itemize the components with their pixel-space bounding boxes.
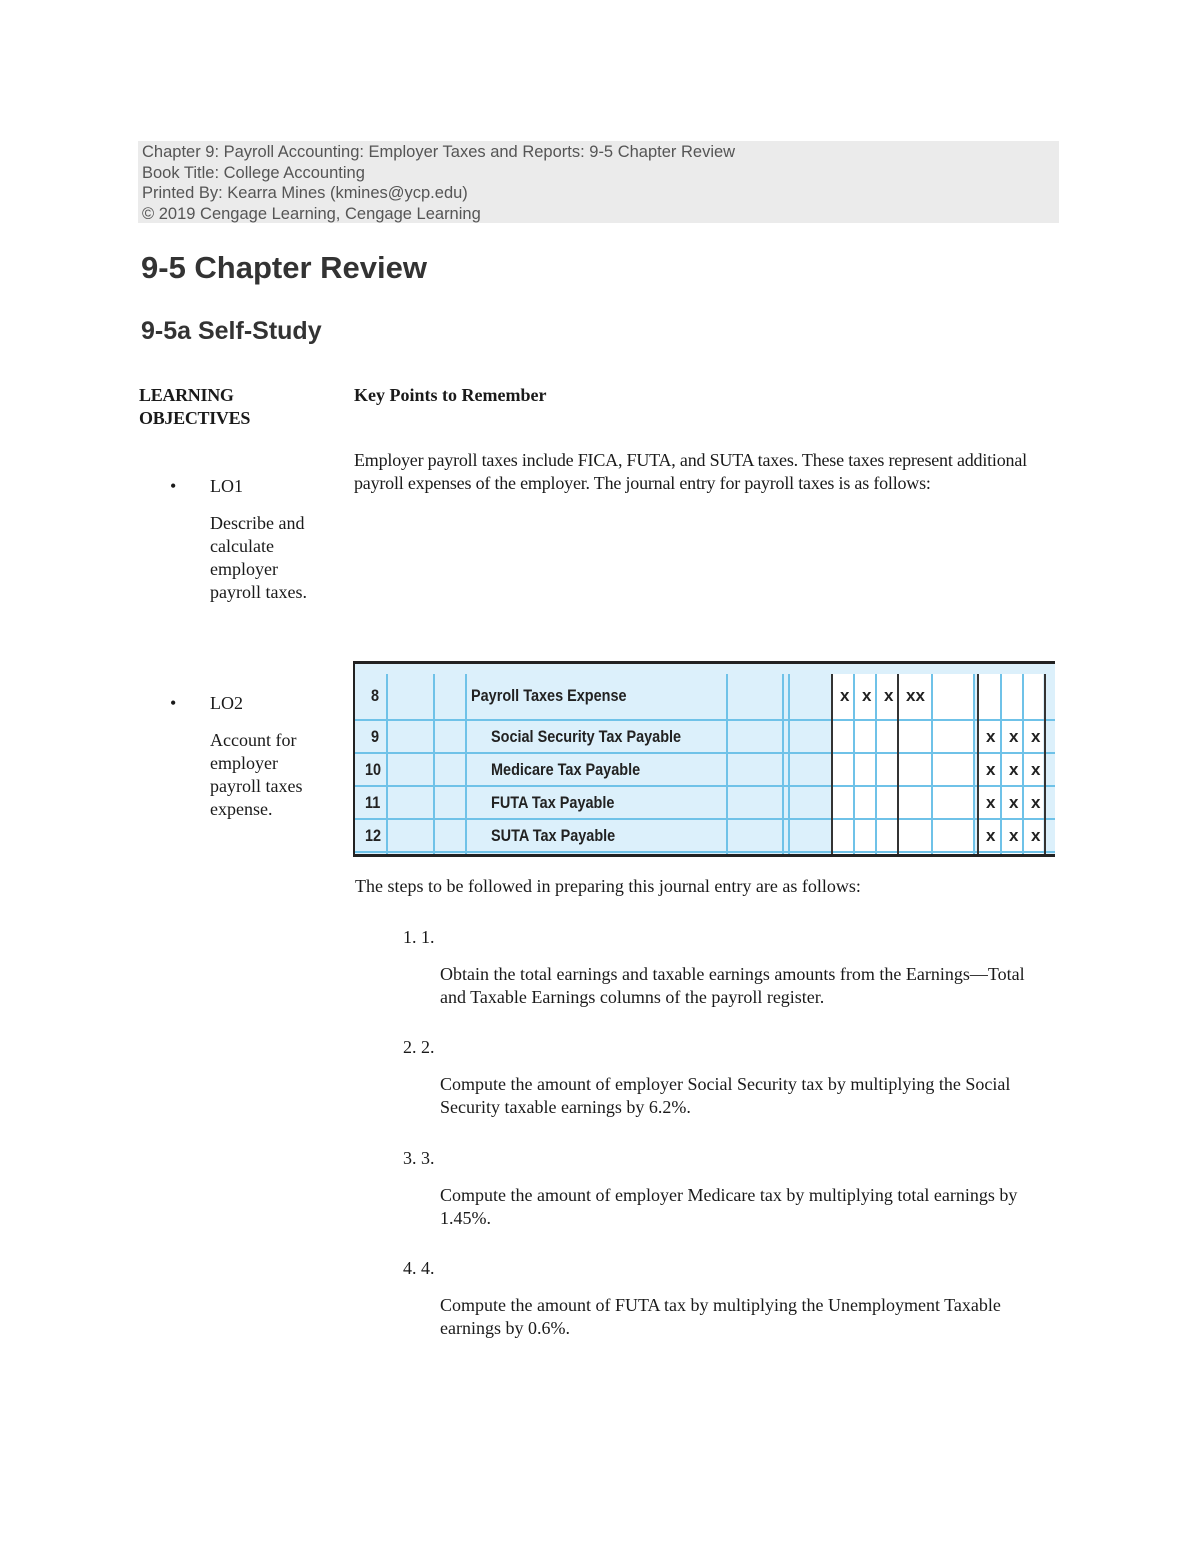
debit-cents: xx [906, 686, 925, 705]
table-row [355, 754, 1055, 787]
column-divider [1044, 674, 1046, 854]
objective-description: Account for employer payroll taxes expense. [210, 730, 303, 819]
step-text: Compute the amount of employer Social Security tax by multiplying the Social Security taxable earnings by 6.2%. [440, 1074, 1011, 1117]
page-title: 9-5 Chapter Review [141, 250, 427, 285]
account-name: SUTA Tax Payable [491, 826, 616, 845]
column-divider [465, 674, 467, 854]
step-text: Compute the amount of employer Medicare tax by multiplying total earnings by 1.45%. [440, 1185, 1018, 1228]
step-item [403, 1257, 1001, 1338]
table-row [355, 820, 1055, 853]
key-points-heading: Key Points to Remember [354, 385, 547, 405]
section-title: 9-5a Self-Study [141, 317, 322, 345]
table-row [355, 787, 1055, 820]
column-divider [1022, 674, 1024, 854]
credit-digit: x [1009, 727, 1019, 746]
step-item [403, 1147, 1018, 1228]
bullet: • [170, 476, 177, 496]
step-number: 3. 3. [403, 1148, 435, 1168]
column-divider [1000, 674, 1002, 854]
document-header [138, 141, 1059, 223]
credit-digit: x [1009, 826, 1019, 845]
column-divider [931, 674, 933, 854]
column-divider [977, 674, 979, 854]
column-divider [782, 674, 784, 854]
line-number: 8 [371, 686, 380, 705]
book-title: Book Title: College Accounting [142, 163, 365, 182]
column-divider [831, 674, 833, 854]
chapter-line: Chapter 9: Payroll Accounting: Employer Taxes and Reports: 9-5 Chapter Review [142, 143, 736, 161]
credit-digit: x [986, 760, 996, 779]
column-divider [788, 674, 790, 854]
bullet: • [170, 693, 177, 713]
key-points-text: Employer payroll taxes include FICA, FUTA, and SUTA taxes. These taxes represent additional payroll expenses of the employer. The journal entry for payroll taxes is as follows: [354, 450, 1027, 493]
column-divider [386, 674, 388, 854]
step-number: 1. 1. [403, 927, 435, 947]
credit-digit: x [986, 793, 996, 812]
line-number: 9 [371, 727, 380, 746]
account-name: FUTA Tax Payable [491, 793, 615, 812]
debit-digit: x [840, 686, 850, 705]
table-row [355, 721, 1055, 754]
debit-digit: x [862, 686, 872, 705]
account-name: Medicare Tax Payable [491, 760, 641, 779]
objective-code: LO2 [210, 693, 243, 713]
credit-digit: x [1031, 760, 1041, 779]
steps-intro: The steps to be followed in preparing this journal entry are as follows: [355, 876, 861, 896]
objective-description: Describe and calculate employer payroll taxes. [210, 513, 307, 602]
line-number: 12 [365, 826, 382, 845]
debit-digit: x [884, 686, 894, 705]
objective-code: LO1 [210, 476, 243, 496]
line-number: 10 [365, 760, 382, 779]
account-name: Payroll Taxes Expense [471, 686, 627, 705]
step-text: Obtain the total earnings and taxable earnings amounts from the Earnings—Total and Taxable Earnings columns of the payroll register. [440, 964, 1025, 1007]
column-divider [853, 674, 855, 854]
column-divider [973, 674, 975, 854]
step-item [403, 1036, 1011, 1117]
credit-digit: x [1031, 826, 1041, 845]
column-divider [433, 674, 435, 854]
column-divider [726, 674, 728, 854]
credit-digit: x [1031, 793, 1041, 812]
journal-entry-table [353, 661, 1055, 857]
column-divider [897, 674, 899, 854]
copyright: © 2019 Cengage Learning, Cengage Learning [142, 204, 481, 223]
credit-digit: x [1009, 760, 1019, 779]
step-item [403, 926, 1025, 1007]
printed-by: Printed By: Kearra Mines (kmines@ycp.edu) [142, 184, 468, 202]
step-text: Compute the amount of FUTA tax by multiplying the Unemployment Taxable earnings by 0.6%. [440, 1295, 1001, 1338]
step-number: 2. 2. [403, 1037, 435, 1057]
account-name: Social Security Tax Payable [491, 727, 682, 746]
table-row [355, 674, 1055, 721]
credit-digit: x [986, 826, 996, 845]
credit-digit: x [986, 727, 996, 746]
learning-objectives-heading: LEARNING OBJECTIVES [139, 385, 251, 428]
step-number: 4. 4. [403, 1258, 435, 1278]
credit-digit: x [1031, 727, 1041, 746]
line-number: 11 [365, 793, 381, 812]
column-divider [875, 674, 877, 854]
credit-digit: x [1009, 793, 1019, 812]
